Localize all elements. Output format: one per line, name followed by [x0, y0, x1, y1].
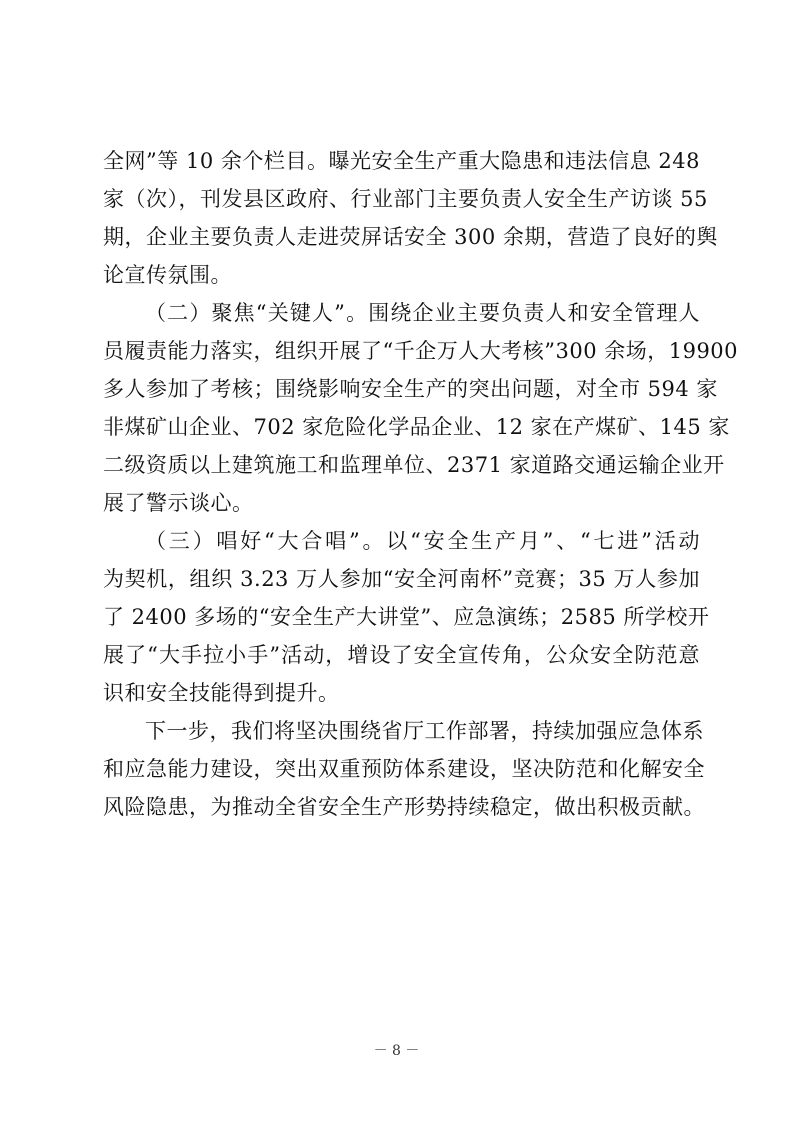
text-line: 员履责能力落实，组织开展了“千企万人大考核”300 余场，19900 — [103, 339, 739, 363]
page-number: － 8 － — [373, 1043, 420, 1059]
text-line: 和应急能力建设，突出双重预防体系建设，坚决防范和化解安全 — [103, 757, 705, 781]
text-line: 多人参加了考核；围绕影响安全生产的突出问题，对全市 594 家 — [103, 377, 718, 401]
text-line: 非煤矿山企业、702 家危险化学品企业、12 家在产煤矿、145 家 — [103, 415, 730, 439]
section-heading-line: （三）唱好“大合唱”。以“安全生产月”、“七进”活动 — [145, 529, 700, 553]
text-line: 展了“大手拉小手”活动，增设了安全宣传角，公众安全防范意 — [103, 643, 700, 667]
paragraph-start-line: 下一步，我们将坚决围绕省厅工作部署，持续加强应急体系 — [145, 719, 704, 743]
text-line: 展了警示谈心。 — [103, 491, 254, 515]
text-line: 期，企业主要负责人走进荧屏话安全 300 余期，营造了良好的舆 — [103, 225, 718, 249]
body-text — [103, 142, 739, 826]
text-line: 论宣传氛围。 — [103, 263, 232, 287]
section-heading-line: （二）聚焦“关键人”。围绕企业主要负责人和安全管理人 — [145, 301, 700, 325]
text-line: 识和安全技能得到提升。 — [103, 681, 340, 705]
text-line: 二级资质以上建筑施工和监理单位、2371 家道路交通运输企业开 — [103, 453, 725, 477]
text-line: 了 2400 多场的“安全生产大讲堂”、应急演练；2585 所学校开 — [103, 605, 710, 629]
text-line: 风险隐患，为推动全省安全生产形势持续稳定，做出积极贡献。 — [103, 795, 705, 819]
text-line: 为契机，组织 3.23 万人参加“安全河南杯”竞赛；35 万人参加 — [103, 567, 700, 591]
text-line: 全网”等 10 余个栏目。曝光安全生产重大隐患和违法信息 248 — [103, 149, 700, 173]
text-line: 家（次），刊发县区政府、行业部门主要负责人安全生产访谈 55 — [103, 187, 708, 211]
